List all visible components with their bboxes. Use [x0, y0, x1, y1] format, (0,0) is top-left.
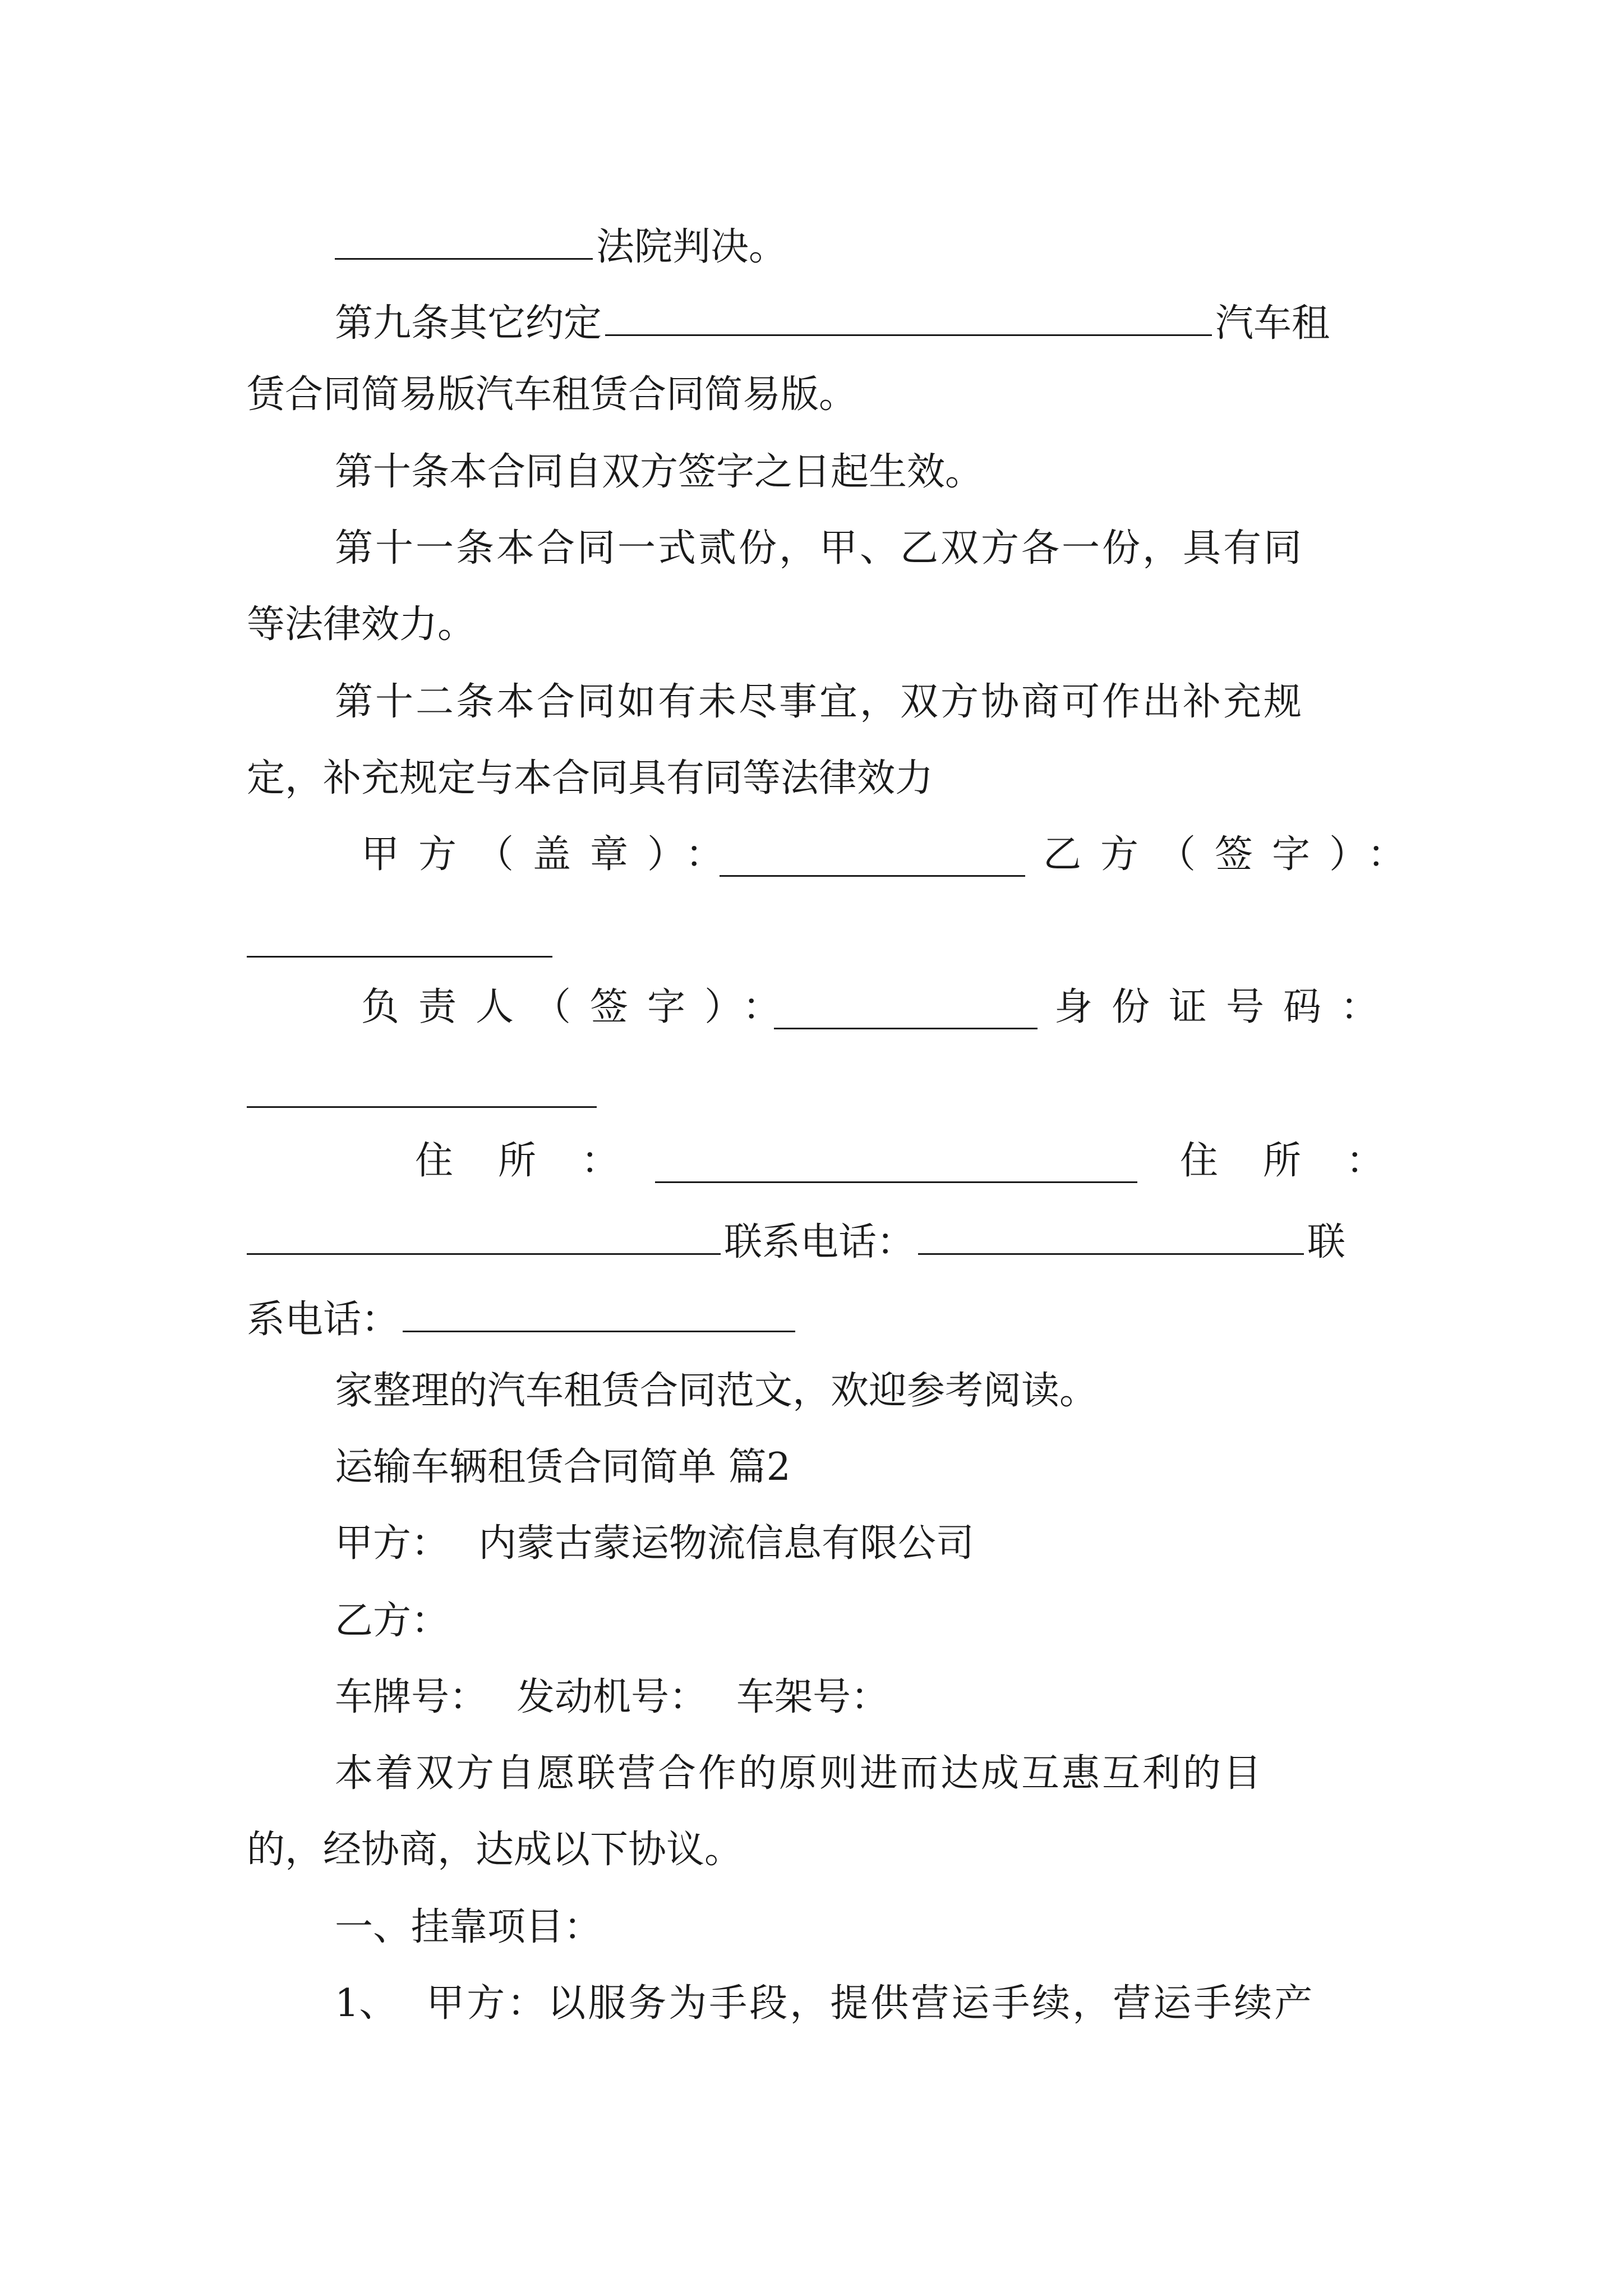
text: 第十一条本合同一式贰份，甲、乙双方各一份，具有同: [335, 526, 1304, 570]
article-11: [335, 526, 1304, 570]
paragraph-line: [247, 1828, 743, 1872]
text: 1、: [335, 1981, 398, 2026]
paragraph-line: [247, 756, 934, 800]
text: 家整理的汽车租赁合同范文，欢迎参考阅读。: [335, 1369, 1098, 1413]
text: 甲方：: [335, 1521, 450, 1566]
section-heading: [335, 1905, 602, 1949]
text: 第九条其它约定: [335, 301, 602, 346]
text: 赁合同简易版汽车租赁合同简易版。: [247, 372, 857, 417]
fill-blank: [335, 223, 593, 260]
text: 的，经协商，达成以下协议。: [247, 1828, 743, 1872]
vehicle-info-line: [335, 1675, 889, 1719]
address-label-b: [1180, 1139, 1430, 1183]
text: 定，补充规定与本合同具有同等法律效力: [247, 756, 934, 800]
fill-blank: [774, 993, 1038, 1029]
text: 乙方：: [335, 1599, 450, 1643]
text: 车架号：: [736, 1675, 889, 1719]
paragraph-line: [335, 1981, 1315, 2026]
paragraph-line: [335, 223, 787, 269]
text: 汽车租: [1215, 301, 1330, 346]
paragraph-line: [335, 1369, 1098, 1413]
party-b-sign-label: [1043, 832, 1425, 877]
text: 系电话：: [247, 1297, 400, 1342]
fill-blank: [247, 1071, 597, 1108]
contact-line: [247, 1296, 799, 1342]
paragraph-line: [247, 372, 857, 417]
article-9: [335, 300, 1330, 346]
text: 法院判决。: [596, 225, 787, 269]
contact-line: [247, 1218, 1345, 1262]
id-number-label: [1054, 985, 1398, 1029]
text: 住所：: [1180, 1139, 1430, 1183]
article-12: [335, 680, 1304, 724]
party-b-line: [335, 1599, 450, 1643]
fill-blank: [605, 300, 1212, 336]
fill-blank: [655, 1147, 1137, 1183]
text: 第十条本合同自双方签字之日起生效。: [335, 450, 984, 494]
text: 甲方（盖章）：: [361, 832, 743, 877]
fill-blank: [720, 840, 1025, 877]
text: 发动机号：: [517, 1675, 708, 1719]
text: 本着双方自愿联营合作的原则进而达成互惠互利的目: [335, 1751, 1264, 1796]
section-heading: [335, 1445, 791, 1489]
text: 乙方（签字）：: [1043, 832, 1425, 877]
text: 甲方：以服务为手段，提供营运手续，营运手续产: [426, 1981, 1315, 2026]
text: 运输车辆租赁合同简单 篇2: [335, 1445, 791, 1489]
address-label-a: [415, 1139, 665, 1183]
party-a-line: [335, 1521, 975, 1566]
text: 车牌号：: [335, 1675, 488, 1719]
text: 联: [1307, 1220, 1346, 1264]
text: 负责人（签字）：: [361, 985, 800, 1029]
text: 身份证号码：: [1054, 985, 1398, 1029]
fill-blank: [918, 1218, 1304, 1255]
text: 第十二条本合同如有未尽事宜，双方协商可作出补充规: [335, 680, 1304, 724]
paragraph-line: [247, 602, 476, 647]
article-10: [335, 450, 984, 494]
text: 住所：: [415, 1139, 665, 1183]
fill-blank: [403, 1296, 795, 1332]
fill-blank: [247, 1218, 721, 1255]
text: 联系电话：: [724, 1220, 915, 1264]
party-a-seal-label: [361, 832, 743, 877]
company-name: 内蒙古蒙运物流信息有限公司: [478, 1521, 975, 1566]
paragraph-line: [335, 1751, 1264, 1796]
text: 等法律效力。: [247, 602, 476, 647]
responsible-person-label: [361, 985, 800, 1029]
text: 一、挂靠项目：: [335, 1905, 602, 1949]
fill-blank: [247, 921, 552, 958]
